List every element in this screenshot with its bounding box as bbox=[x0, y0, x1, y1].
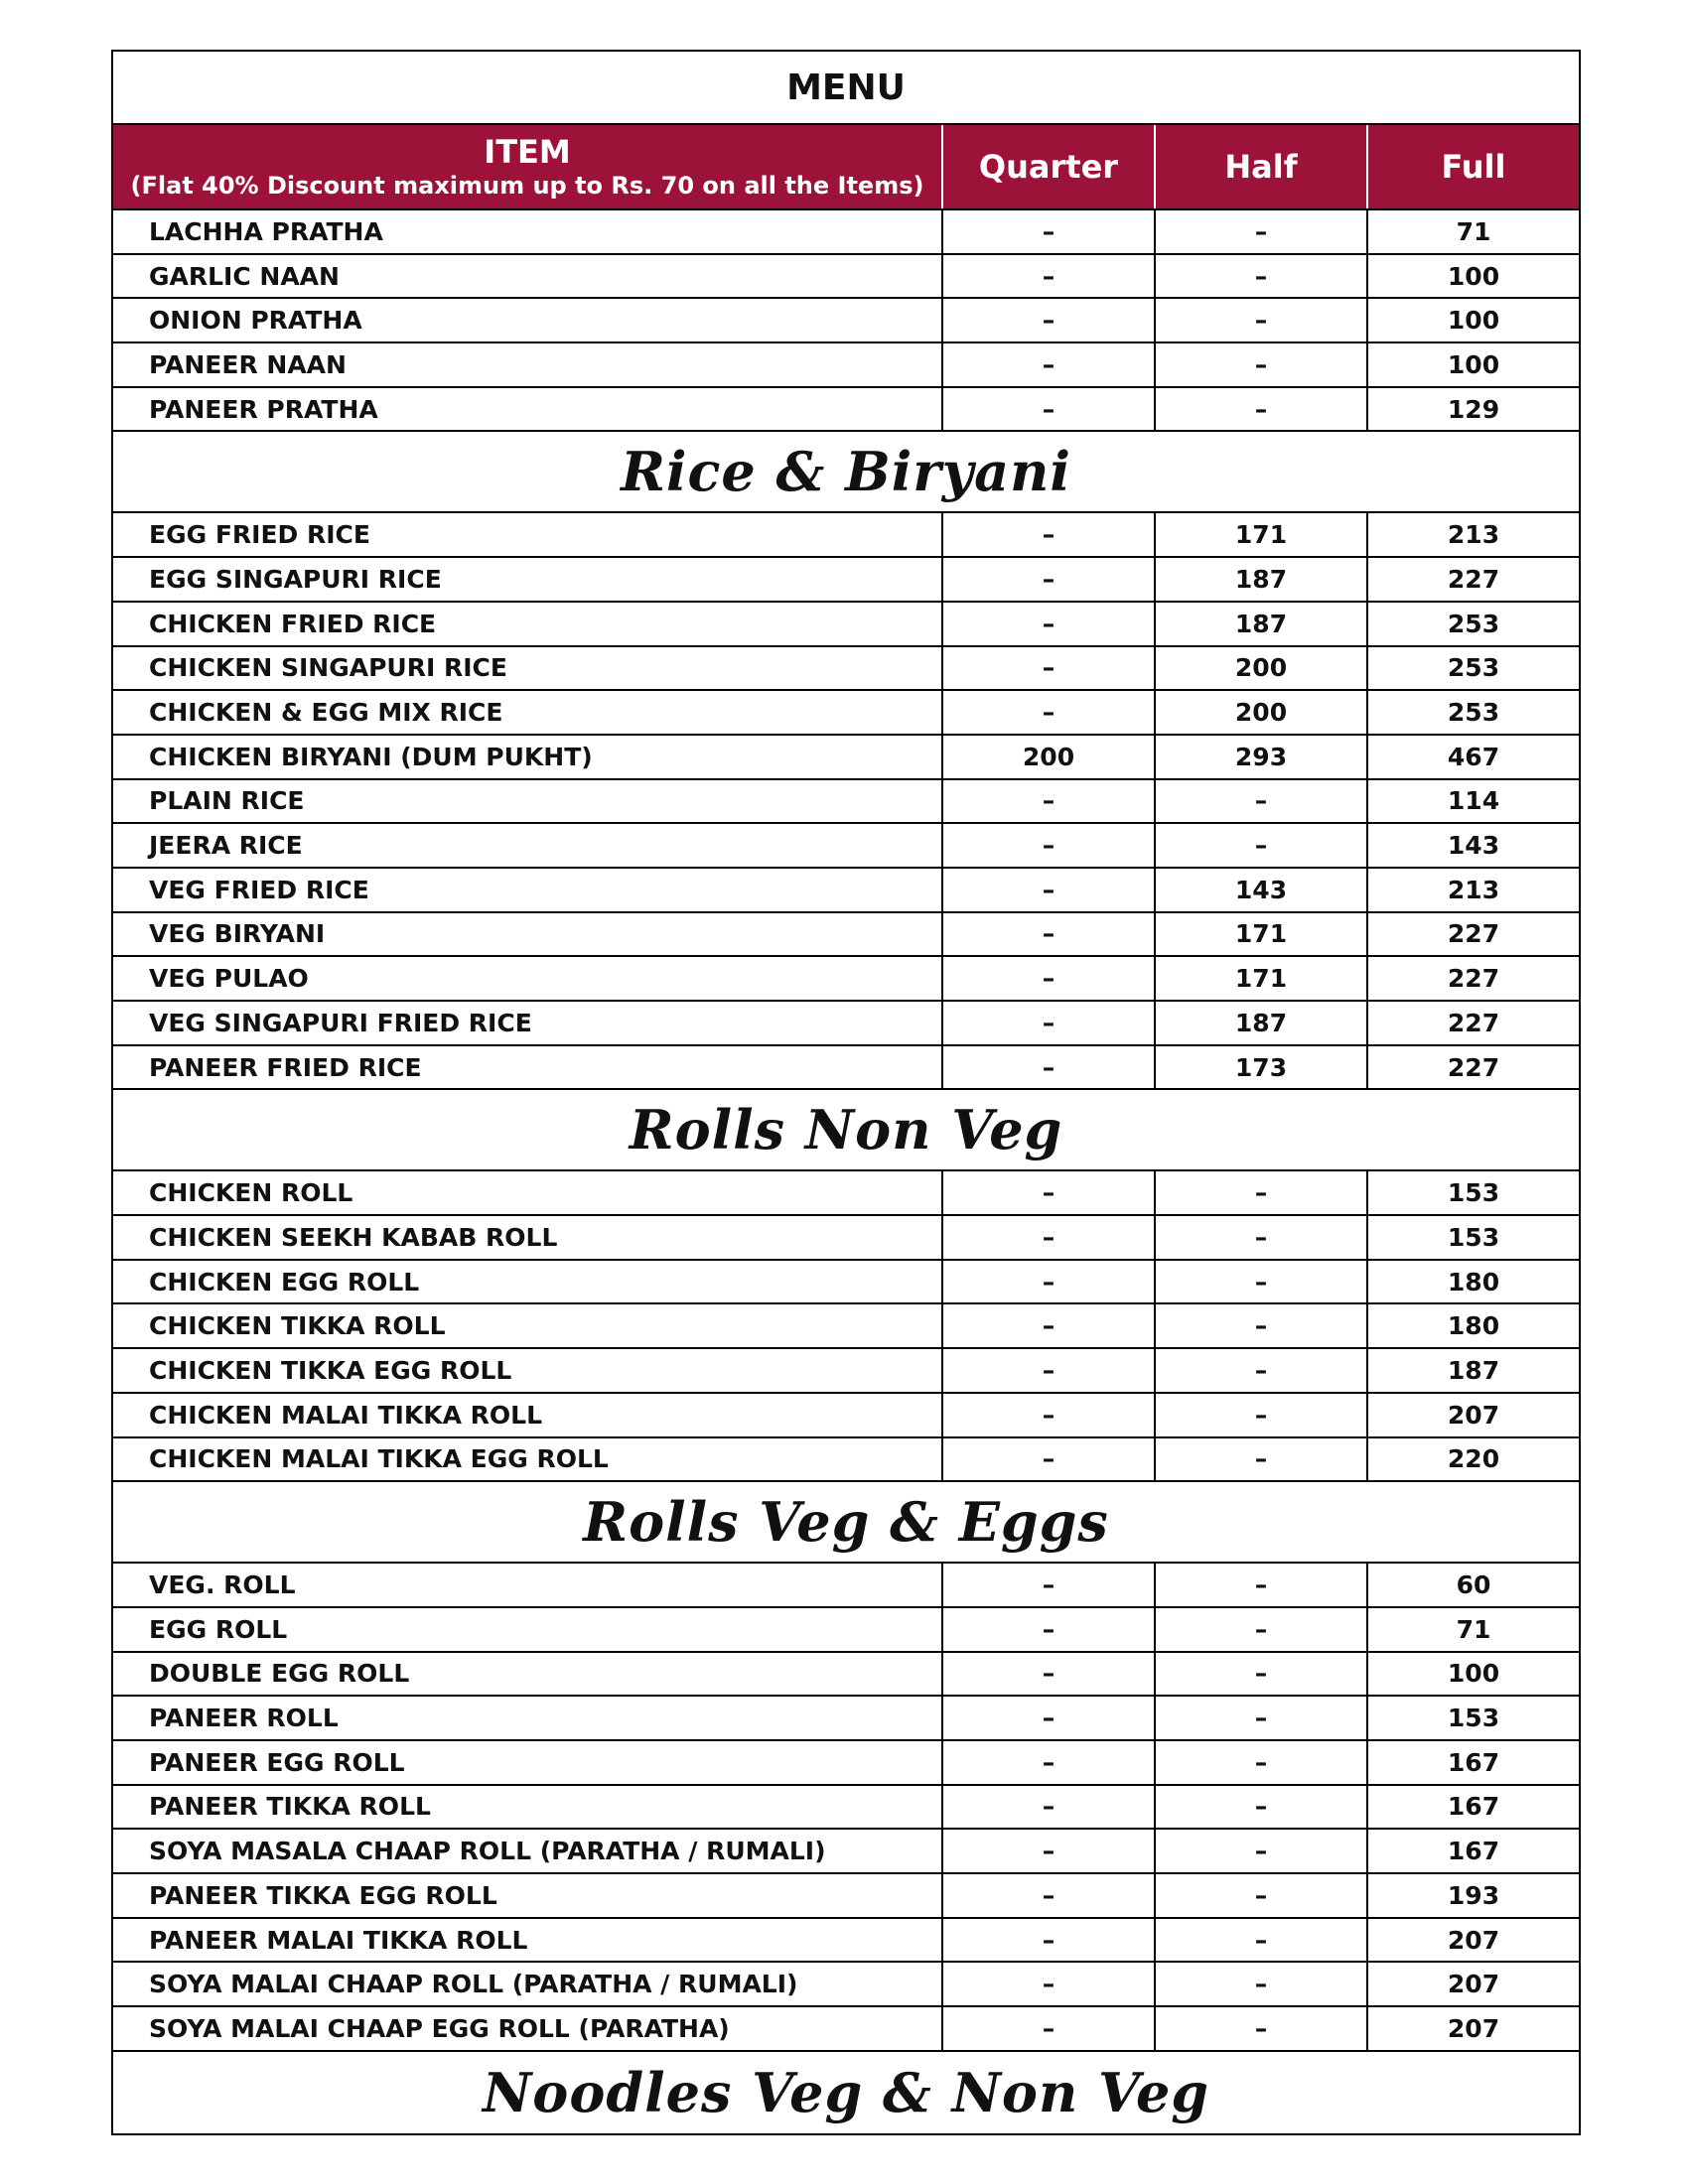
item-name: VEG PULAO bbox=[113, 957, 943, 1000]
item-name: VEG. ROLL bbox=[113, 1564, 943, 1606]
item-name: PANEER PRATHA bbox=[113, 388, 943, 431]
menu-item-row bbox=[113, 603, 1579, 647]
price-half: 173 bbox=[1156, 1046, 1368, 1089]
price-quarter: – bbox=[943, 388, 1156, 431]
item-name: LACHHA PRATHA bbox=[113, 210, 943, 253]
price-quarter: – bbox=[943, 1919, 1156, 1962]
price-half: – bbox=[1156, 255, 1368, 298]
menu-item-row bbox=[113, 1046, 1579, 1091]
price-half: – bbox=[1156, 1963, 1368, 2005]
price-quarter: – bbox=[943, 1261, 1156, 1303]
price-half: 187 bbox=[1156, 558, 1368, 601]
item-name: JEERA RICE bbox=[113, 824, 943, 867]
price-full: 207 bbox=[1447, 2013, 1500, 2043]
item-name: PANEER TIKKA ROLL bbox=[113, 1786, 943, 1829]
price-half: 187 bbox=[1156, 1002, 1368, 1044]
price-full: 129 bbox=[1447, 394, 1500, 424]
price-half: – bbox=[1156, 1874, 1368, 1917]
menu-item-row bbox=[113, 1608, 1579, 1653]
item-name: PANEER MALAI TIKKA ROLL bbox=[113, 1919, 943, 1962]
menu-item-row bbox=[113, 1349, 1579, 1394]
item-name: PANEER TIKKA EGG ROLL bbox=[113, 1874, 943, 1917]
discount-note: (Flat 40% Discount maximum up to Rs. 70 on all the Items) bbox=[130, 172, 924, 200]
price-full: 180 bbox=[1447, 1311, 1500, 1341]
price-full: 100 bbox=[1447, 306, 1500, 336]
menu-item-row bbox=[113, 824, 1579, 869]
header-item-label: ITEM bbox=[484, 133, 571, 171]
item-name: PANEER ROLL bbox=[113, 1697, 943, 1739]
price-half: – bbox=[1156, 1171, 1368, 1214]
price-full: 253 bbox=[1447, 653, 1500, 683]
price-full: 467 bbox=[1447, 742, 1500, 771]
price-half: 171 bbox=[1156, 957, 1368, 1000]
menu-item-row bbox=[113, 1697, 1579, 1741]
menu-item-row bbox=[113, 343, 1579, 388]
price-full: 153 bbox=[1447, 1222, 1500, 1252]
header-item-cell bbox=[113, 125, 943, 208]
price-quarter: – bbox=[943, 1349, 1156, 1392]
section-heading: Rice & Biryani bbox=[113, 432, 1579, 513]
price-full: 227 bbox=[1447, 564, 1500, 594]
price-full: 227 bbox=[1447, 1052, 1500, 1082]
menu-item-row bbox=[113, 1394, 1579, 1438]
item-name: CHICKEN MALAI TIKKA ROLL bbox=[113, 1394, 943, 1436]
menu-item-row bbox=[113, 513, 1579, 558]
item-name: VEG BIRYANI bbox=[113, 913, 943, 956]
menu-item-row bbox=[113, 1002, 1579, 1046]
price-full: 114 bbox=[1447, 786, 1500, 816]
item-name: CHICKEN BIRYANI (DUM PUKHT) bbox=[113, 736, 943, 778]
price-half: 143 bbox=[1156, 869, 1368, 911]
item-name: SOYA MALAI CHAAP EGG ROLL (PARATHA) bbox=[113, 2007, 943, 2050]
price-half: 200 bbox=[1156, 647, 1368, 690]
price-full: 213 bbox=[1447, 520, 1500, 550]
menu-title: MENU bbox=[113, 52, 1579, 125]
price-half: 187 bbox=[1156, 603, 1368, 645]
price-full: 153 bbox=[1447, 1178, 1500, 1208]
price-half: – bbox=[1156, 824, 1368, 867]
header-half: Half bbox=[1156, 125, 1368, 208]
price-full: 100 bbox=[1447, 261, 1500, 291]
price-quarter: – bbox=[943, 343, 1156, 386]
item-name: ONION PRATHA bbox=[113, 299, 943, 341]
header-quarter: Quarter bbox=[943, 125, 1156, 208]
item-name: CHICKEN & EGG MIX RICE bbox=[113, 691, 943, 734]
item-name: PANEER EGG ROLL bbox=[113, 1741, 943, 1784]
price-full: 220 bbox=[1447, 1444, 1500, 1474]
price-half: – bbox=[1156, 1304, 1368, 1347]
price-full: 227 bbox=[1447, 964, 1500, 994]
price-quarter: – bbox=[943, 1046, 1156, 1089]
price-full: 253 bbox=[1447, 698, 1500, 728]
menu-item-row bbox=[113, 1438, 1579, 1483]
item-name: VEG FRIED RICE bbox=[113, 869, 943, 911]
price-full: 167 bbox=[1447, 1837, 1500, 1866]
menu-item-row bbox=[113, 1786, 1579, 1831]
price-quarter: – bbox=[943, 913, 1156, 956]
item-name: SOYA MASALA CHAAP ROLL (PARATHA / RUMALI) bbox=[113, 1830, 943, 1872]
section-heading: Noodles Veg & Non Veg bbox=[482, 2060, 1210, 2124]
item-name: EGG FRIED RICE bbox=[113, 513, 943, 556]
price-full: 167 bbox=[1447, 1747, 1500, 1777]
menu-item-row bbox=[113, 1919, 1579, 1964]
price-quarter: – bbox=[943, 1394, 1156, 1436]
price-quarter: – bbox=[943, 1564, 1156, 1606]
item-name: VEG SINGAPURI FRIED RICE bbox=[113, 1002, 943, 1044]
price-quarter: – bbox=[943, 1438, 1156, 1481]
price-half: 171 bbox=[1156, 513, 1368, 556]
price-quarter: – bbox=[943, 1216, 1156, 1259]
price-quarter: – bbox=[943, 1653, 1156, 1696]
price-full: 187 bbox=[1447, 1355, 1500, 1385]
price-half: – bbox=[1156, 1697, 1368, 1739]
menu-item-row bbox=[113, 1874, 1579, 1919]
menu-item-row bbox=[113, 1216, 1579, 1261]
menu-item-row bbox=[113, 780, 1579, 825]
price-half: – bbox=[1156, 2007, 1368, 2050]
menu-item-row bbox=[113, 1261, 1579, 1305]
price-half: – bbox=[1156, 1564, 1368, 1606]
price-quarter: – bbox=[943, 1608, 1156, 1651]
price-quarter: – bbox=[943, 1786, 1156, 1829]
menu-item-row bbox=[113, 1304, 1579, 1349]
price-quarter: – bbox=[943, 2007, 1156, 2050]
item-name: PLAIN RICE bbox=[113, 780, 943, 823]
price-half: – bbox=[1156, 1261, 1368, 1303]
menu-item-row bbox=[113, 957, 1579, 1002]
price-half: – bbox=[1156, 343, 1368, 386]
menu-item-row bbox=[113, 558, 1579, 603]
item-name: SOYA MALAI CHAAP ROLL (PARATHA / RUMALI) bbox=[113, 1963, 943, 2005]
price-half: – bbox=[1156, 780, 1368, 823]
menu-item-row bbox=[113, 255, 1579, 300]
menu-item-row bbox=[113, 1830, 1579, 1874]
menu-item-row bbox=[113, 1653, 1579, 1698]
item-name: PANEER FRIED RICE bbox=[113, 1046, 943, 1089]
price-full: 71 bbox=[1456, 216, 1491, 246]
price-half: 171 bbox=[1156, 913, 1368, 956]
item-name: CHICKEN EGG ROLL bbox=[113, 1261, 943, 1303]
item-name: CHICKEN TIKKA EGG ROLL bbox=[113, 1349, 943, 1392]
price-full: 167 bbox=[1447, 1792, 1500, 1822]
menu-item-row bbox=[113, 1963, 1579, 2007]
item-name: EGG SINGAPURI RICE bbox=[113, 558, 943, 601]
price-full: 227 bbox=[1447, 919, 1500, 949]
price-half: – bbox=[1156, 1741, 1368, 1784]
price-quarter: – bbox=[943, 691, 1156, 734]
menu-item-row bbox=[113, 299, 1579, 343]
section-heading: Rolls Non Veg bbox=[113, 1090, 1579, 1171]
price-quarter: – bbox=[943, 513, 1156, 556]
price-quarter: – bbox=[943, 558, 1156, 601]
price-quarter: 200 bbox=[943, 736, 1156, 778]
price-full: 213 bbox=[1447, 875, 1500, 904]
price-quarter: – bbox=[943, 1171, 1156, 1214]
price-quarter: – bbox=[943, 824, 1156, 867]
price-half: 200 bbox=[1156, 691, 1368, 734]
price-full: 207 bbox=[1447, 1925, 1500, 1955]
item-name: EGG ROLL bbox=[113, 1608, 943, 1651]
price-quarter: – bbox=[943, 1830, 1156, 1872]
price-full: 153 bbox=[1447, 1704, 1500, 1733]
price-half: – bbox=[1156, 1608, 1368, 1651]
menu-table bbox=[111, 50, 1581, 2135]
menu-item-row bbox=[113, 691, 1579, 736]
price-quarter: – bbox=[943, 647, 1156, 690]
item-name: GARLIC NAAN bbox=[113, 255, 943, 298]
section-heading: Rolls Veg & Eggs bbox=[113, 1482, 1579, 1564]
price-half: – bbox=[1156, 1216, 1368, 1259]
price-half: – bbox=[1156, 1919, 1368, 1962]
price-half: 293 bbox=[1156, 736, 1368, 778]
item-name: DOUBLE EGG ROLL bbox=[113, 1653, 943, 1696]
price-half: – bbox=[1156, 299, 1368, 341]
price-full: 253 bbox=[1447, 609, 1500, 638]
price-full: 207 bbox=[1447, 1970, 1500, 1999]
price-quarter: – bbox=[943, 1874, 1156, 1917]
price-full: 227 bbox=[1447, 1008, 1500, 1037]
item-name: CHICKEN FRIED RICE bbox=[113, 603, 943, 645]
menu-item-row bbox=[113, 913, 1579, 958]
item-name: PANEER NAAN bbox=[113, 343, 943, 386]
price-quarter: – bbox=[943, 299, 1156, 341]
menu-item-row bbox=[113, 2007, 1579, 2052]
price-half: – bbox=[1156, 1349, 1368, 1392]
item-name: CHICKEN TIKKA ROLL bbox=[113, 1304, 943, 1347]
price-quarter: – bbox=[943, 1963, 1156, 2005]
menu-item-row bbox=[113, 1564, 1579, 1608]
price-full: 60 bbox=[1456, 1570, 1491, 1600]
price-quarter: – bbox=[943, 957, 1156, 1000]
price-quarter: – bbox=[943, 1741, 1156, 1784]
price-full: 143 bbox=[1447, 831, 1500, 861]
price-quarter: – bbox=[943, 210, 1156, 253]
price-half: – bbox=[1156, 1438, 1368, 1481]
price-quarter: – bbox=[943, 603, 1156, 645]
menu-item-row bbox=[113, 1171, 1579, 1216]
menu-item-row bbox=[113, 388, 1579, 433]
price-half: – bbox=[1156, 388, 1368, 431]
item-name: CHICKEN SEEKH KABAB ROLL bbox=[113, 1216, 943, 1259]
price-half: – bbox=[1156, 1394, 1368, 1436]
price-full: 180 bbox=[1447, 1267, 1500, 1297]
header-row bbox=[113, 125, 1579, 210]
menu-item-row bbox=[113, 647, 1579, 692]
price-quarter: – bbox=[943, 1002, 1156, 1044]
price-full: 100 bbox=[1447, 349, 1500, 379]
price-half: – bbox=[1156, 1653, 1368, 1696]
price-half: – bbox=[1156, 1830, 1368, 1872]
price-full: 207 bbox=[1447, 1400, 1500, 1430]
menu-body bbox=[113, 210, 1579, 2133]
menu-item-row bbox=[113, 736, 1579, 780]
header-full: Full bbox=[1441, 148, 1506, 186]
price-full: 193 bbox=[1447, 1880, 1500, 1910]
price-quarter: – bbox=[943, 255, 1156, 298]
menu-item-row bbox=[113, 1741, 1579, 1786]
price-quarter: – bbox=[943, 1697, 1156, 1739]
price-full: 71 bbox=[1456, 1614, 1491, 1644]
price-full: 100 bbox=[1447, 1659, 1500, 1689]
menu-item-row bbox=[113, 210, 1579, 255]
price-quarter: – bbox=[943, 869, 1156, 911]
menu-item-row bbox=[113, 869, 1579, 913]
item-name: CHICKEN ROLL bbox=[113, 1171, 943, 1214]
price-half: – bbox=[1156, 210, 1368, 253]
item-name: CHICKEN MALAI TIKKA EGG ROLL bbox=[113, 1438, 943, 1481]
price-quarter: – bbox=[943, 780, 1156, 823]
price-half: – bbox=[1156, 1786, 1368, 1829]
item-name: CHICKEN SINGAPURI RICE bbox=[113, 647, 943, 690]
price-quarter: – bbox=[943, 1304, 1156, 1347]
